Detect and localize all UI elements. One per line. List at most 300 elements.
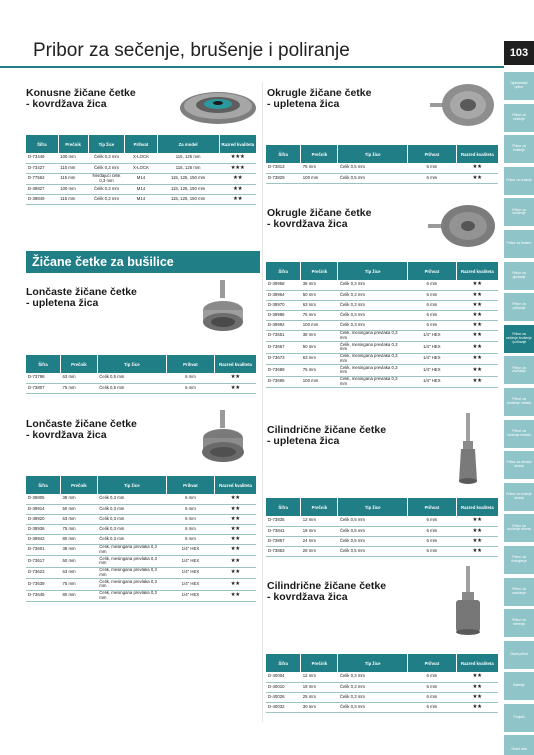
section-title-line2: - upletena žica [26,297,99,309]
table-cell: Čelik 0,3 mm [97,514,166,524]
quality-rating: ★★ [215,590,256,602]
section-title-line1: Konusne žičane četke [26,87,136,99]
table-cell: Čelik 0,3 mm [88,163,125,173]
quality-rating: ★★★ [219,153,256,163]
table-cell: Čelik, mesingana prevlaka 0,3 mm [97,590,166,602]
table-cell: Čelik, mesingana prevlaka 0,3 mm [338,342,408,354]
table-cell: D-73667 [266,342,301,354]
section-title-line2: - kovrdžava žica [267,218,348,230]
section-title-line1: Lončaste žičane četke [26,418,137,430]
table-cell: D-39964 [266,290,301,300]
table-cell: D-39914 [26,504,61,514]
quality-rating: ★★ [456,672,498,682]
table-cell: 38 mm [61,544,98,556]
table-cell: D-39920 [26,514,61,524]
table-cell: D-73807 [26,383,61,393]
quality-rating: ★★ [456,526,498,536]
column-header: Razred kvaliteta [456,262,498,280]
table-cell: Čelik 0,3 mm [338,672,408,682]
column-divider [262,82,263,722]
table-cell: D-73835 [266,516,301,526]
sidebar-tab[interactable]: Pribor za testere [504,230,534,258]
sidebar-tab[interactable]: Pribor za glodanje [504,262,534,290]
sidebar-tab[interactable]: Ručni alat [504,735,534,755]
table-cell: Čelik 0,3 mm [338,280,408,290]
table-cell: 63 mm [301,353,338,365]
column-header: Razred kvaliteta [456,654,498,672]
table-cell: Čelik 0,3 mm [338,320,408,330]
column-header: Prečnik [61,355,98,373]
table-row [26,494,256,504]
sidebar-tab[interactable]: Pribor za brušenje [504,198,534,226]
sidebar-tab[interactable]: Pribor za sečenje [504,104,534,132]
table-cell: 1/4" HEX [408,330,457,342]
column-header: Tip žice [338,498,408,516]
table-cell: Čelik, mesingana prevlaka 0,3 mm [97,567,166,579]
sidebar-tab[interactable]: Pribor za rezanje [504,167,534,195]
table-cell: Čelik 0,3 mm [338,300,408,310]
quality-rating: ★★ [215,567,256,579]
table-row [26,579,256,591]
table-cell: 6 mm [408,320,457,330]
quality-rating: ★★ [456,280,498,290]
sidebar-tab[interactable]: Pribor za merenje [504,609,534,637]
table-row [26,514,256,524]
column-header: Prečnik [61,476,98,494]
column-header: Prihvat [408,145,457,163]
table-cell: D-73617 [26,556,61,568]
table-cell: 115, 125, 150 mm [157,185,219,195]
sidebar-tab[interactable]: Pribor za šmirglanje [504,546,534,574]
table-cell: 38 mm [301,330,338,342]
table-cell: 75 mm [61,579,98,591]
section-banner: Žičane četke za bušilice [26,251,260,273]
table-cell: Čelik 0,5 mm [338,526,408,536]
table-cell: 6 mm [166,514,214,524]
column-header: Prihvat [125,135,157,153]
table-cell: Čelik, mesingana prevlaka 0,3 mm [97,556,166,568]
column-header: Šifra [266,498,301,516]
column-header: Prečnik [301,654,338,672]
table-cell: 38 mm [301,280,338,290]
table-cell: 25 mm [301,692,338,702]
column-header: Razred kvaliteta [219,135,256,153]
section-title-okrugle-kovrdzava [267,208,371,230]
end-brush-crimped-image [452,566,484,638]
table-cell: 28 mm [301,546,338,556]
table-cell: 50 mm [301,342,338,354]
section-title-line2: - kovrdžava žica [267,591,348,603]
table-cell: M14 [125,195,157,205]
table-cell: 1/4" HEX [166,579,214,591]
table-cell: D-77562 [26,173,58,185]
table-row [266,702,498,712]
table-row [26,504,256,514]
sidebar-tab[interactable]: Baterije [504,672,534,700]
table-cell: D-73427 [26,163,58,173]
table-cell: 50 mm [61,504,98,514]
column-header: Tip žice [97,476,166,494]
table-cell: 6 mm [408,536,457,546]
table-cell: D-73651 [266,330,301,342]
table-row [266,376,498,388]
table-cell: 6 mm [408,702,457,712]
conical-brush-image [178,84,258,128]
quality-rating: ★★ [215,579,256,591]
table-cell: 75 mm [61,524,98,534]
column-header: Šifra [266,145,301,163]
table-cell: D-39936 [26,524,61,534]
table-cell: D-73623 [26,567,61,579]
table-cell: 6 mm [408,526,457,536]
table-cell: 6 mm [166,494,214,504]
table-row [266,516,498,526]
section-title-cilindricne-upletena [267,425,386,447]
table-cell: 100 mm [301,320,338,330]
table-cell: 19 mm [301,682,338,692]
quality-rating: ★★ [456,376,498,388]
table-cell: Čelik 0,3 mm [97,494,166,504]
table-row [266,353,498,365]
table-row [26,163,256,173]
sidebar-tab[interactable]: Dijamantski pribor [504,72,534,100]
table-cell: 75 mm [301,163,338,173]
table-cell: 1/4" HEX [408,342,457,354]
column-header: Tip žice [88,135,125,153]
table-cell: D-39942 [26,534,61,544]
table-cell: 115, 125, 150 mm [157,173,219,185]
sidebar-tab[interactable]: Pribor za poliranje [504,293,534,321]
table-cell: D-73449 [26,153,58,163]
quality-rating: ★★ [456,702,498,712]
table-row [266,330,498,342]
table-cell: 115 mm [58,163,88,173]
table-row [266,300,498,310]
table-cell: 80 mm [61,590,98,602]
section-title-line1: Okrugle žičane četke [267,87,372,99]
sidebar-tab[interactable]: Pribor za brušenje drveta [504,514,534,542]
table-cell: 63 mm [301,300,338,310]
table-cell: 115 mm [58,173,88,185]
table-cell: Čelik 0,3 mm [338,310,408,320]
section-title-cilindricne-kovrdzava [267,581,386,603]
quality-rating: ★★ [215,524,256,534]
table-cell: 63 mm [61,373,98,383]
table-cell: D-73829 [266,173,301,183]
wheel-brush-crimped-image [428,203,496,249]
section-title-loncaste-kovrdzava [26,419,137,441]
table-cell: 19 mm [301,526,338,536]
cup-brush-crimped-image [196,410,250,468]
section-title-line2: - kovrdžava žica [26,98,107,110]
sidebar-tab[interactable]: Pribor za rezanje drveta [504,483,534,511]
table-cell: D-73601 [26,544,61,556]
table-row [26,524,256,534]
column-header: Tip žice [97,355,166,373]
table-cell: 6 mm [408,516,457,526]
column-header: Razred kvaliteta [215,476,256,494]
cup-brush-twisted-image [196,280,250,338]
table-cell: 115, 125, 150 mm [157,195,219,205]
table-cilindricne-kovrdzava [266,654,498,713]
table-cell: Čelik 0,3 mm [338,692,408,702]
table-cell: 1/4" HEX [166,556,214,568]
section-title-line2: - upletena žica [267,435,340,447]
table-cell: Čelik, mesingana prevlaka 0,3 mm [97,544,166,556]
table-cell: 1/4" HEX [408,376,457,388]
sidebar-tab[interactable]: Pribor za brušenje metala [504,388,534,416]
table-row [26,373,256,383]
quality-rating: ★★ [456,353,498,365]
table-cell: Čelik, mesingana prevlaka 0,3 mm [338,365,408,377]
table-cell: 1/4" HEX [166,544,214,556]
table-row [266,365,498,377]
table-cell: 100 mm [301,376,338,388]
quality-rating: ★★ [219,195,256,205]
quality-rating: ★★ [456,342,498,354]
table-row [26,567,256,579]
quality-rating: ★★ [456,173,498,183]
table-cell: 100 mm [58,153,88,163]
column-header: Prihvat [166,476,214,494]
table-cell: Čelik 0,5 mm [338,516,408,526]
table-cell: D-40010 [266,682,301,692]
table-row [266,280,498,290]
column-header: Prihvat [408,262,457,280]
table-cell: 1/4" HEX [166,590,214,602]
table-row [266,536,498,546]
table-cell: 100 mm [58,185,88,195]
sidebar-tab[interactable]: Ostali pribor [504,641,534,669]
quality-rating: ★★ [456,546,498,556]
table-cell: D-73813 [266,163,301,173]
table-cell: Čelik, mesingana prevlaka 0,3 mm [338,353,408,365]
table-cell: D-39970 [266,300,301,310]
section-title-line1: Lončaste žičane četke [26,286,137,298]
table-okrugle-kovrdzava [266,262,498,388]
table-cell: D-39849 [26,195,58,205]
quality-rating: ★★ [456,536,498,546]
table-cell: D-73645 [26,590,61,602]
table-row [266,526,498,536]
quality-rating: ★★ [215,556,256,568]
column-header: Prečnik [301,145,338,163]
table-cell: 6 mm [408,163,457,173]
table-cell: D-73841 [266,526,301,536]
table-cell: 1/4" HEX [408,365,457,377]
quality-rating: ★★ [456,320,498,330]
table-row [266,320,498,330]
table-row [26,544,256,556]
table-row [26,590,256,602]
table-cell: 6 mm [408,692,457,702]
table-cell: 75 mm [301,310,338,320]
table-cell: 30 mm [301,702,338,712]
table-cell: 6 mm [166,383,214,393]
table-cell: D-39805 [26,494,61,504]
table-loncaste-kovrdzava [26,476,256,602]
page-title: Pribor za sečenje, brušenje i poliranje [33,40,350,61]
table-cell: Čelik, mesingana prevlaka 0,3 mm [338,330,408,342]
table-cell: 6 mm [166,524,214,534]
sidebar-tab[interactable]: Pribor za obradu drveta [504,451,534,479]
table-row [266,546,498,556]
column-header: Šifra [266,262,301,280]
section-title-loncaste-upletena [26,287,137,309]
column-header: Prihvat [166,355,214,373]
table-cell: 63 mm [61,567,98,579]
table-cell: D-39992 [266,320,301,330]
quality-rating: ★★ [215,494,256,504]
quality-rating: ★★ [219,173,256,185]
table-row [26,173,256,185]
column-header: Razred kvaliteta [456,145,498,163]
table-cell: Čelik 0,3 mm [338,682,408,692]
table-cell: Čelik 0,5 mm [338,163,408,173]
table-cell: 6 mm [408,310,457,320]
quality-rating: ★★ [456,163,498,173]
table-cell: Čelik 0,5 mm [338,536,408,546]
table-cell: 6 mm [166,504,214,514]
table-cell: M14 [125,185,157,195]
table-cell: 1/4" HEX [166,567,214,579]
table-cilindricne-upletena [266,498,498,557]
table-row [26,195,256,205]
table-cell: 115 mm [58,195,88,205]
table-cell: Čelik 0,3 mm [338,290,408,300]
sidebar-tab[interactable]: Pribor za bušenje metala [504,420,534,448]
table-cell: 50 mm [61,556,98,568]
sidebar-tab[interactable]: Pribor za sečenje brušenje i poliranje [504,325,534,353]
table-cell: D-39986 [266,310,301,320]
column-header: Tip žice [338,654,408,672]
quality-rating: ★★★ [219,163,256,173]
sidebar-tab[interactable]: Pribor za zavrtanje [504,578,534,606]
column-header: Šifra [26,476,61,494]
table-cell: D-39958 [266,280,301,290]
quality-rating: ★★ [456,300,498,310]
quality-rating: ★★ [456,516,498,526]
quality-rating: ★★ [215,373,256,383]
table-cell: Čelik 0,5 mm [338,173,408,183]
section-title-konusne [26,88,136,110]
table-cell: M14 [125,173,157,185]
column-header: Tip žice [338,145,408,163]
quality-rating: ★★ [456,692,498,702]
table-cell: 80 mm [61,534,98,544]
table-cell: D-73863 [266,546,301,556]
section-title-line1: Okrugle žičane četke [267,207,372,219]
quality-rating: ★★ [219,185,256,195]
quality-rating: ★★ [456,365,498,377]
table-row [26,534,256,544]
column-header: Prečnik [301,498,338,516]
table-row [26,185,256,195]
section-title-line2: - kovrdžava žica [26,429,107,441]
table-cell: 75 mm [61,383,98,393]
table-row [266,310,498,320]
table-cell: 6 mm [166,373,214,383]
table-cell: Nerđajući čelik 0,3 mm [88,173,125,185]
column-header: Prihvat [408,654,457,672]
table-cell: 38 mm [61,494,98,504]
table-cell: 115, 125 mm [157,163,219,173]
table-cell: D-40004 [266,672,301,682]
table-cell: 50 mm [301,290,338,300]
table-loncaste-upletena [26,355,256,394]
page-number: 103 [504,41,534,65]
quality-rating: ★★ [215,504,256,514]
column-header: Prihvat [408,498,457,516]
sidebar-tab[interactable]: Punjači [504,704,534,732]
table-cell: Čelik 0,3 mm [97,534,166,544]
column-header: Šifra [266,654,301,672]
table-cell: 24 mm [301,536,338,546]
column-header: Šifra [26,355,61,373]
column-header: Za model [157,135,219,153]
table-cell: D-73695 [266,376,301,388]
quality-rating: ★★ [456,290,498,300]
column-header: Razred kvaliteta [215,355,256,373]
table-row [26,556,256,568]
table-cell: Čelik, mesingana prevlaka 0,3 mm [338,376,408,388]
quality-rating: ★★ [215,514,256,524]
table-cell: D-73639 [26,579,61,591]
table-cell: 12 mm [301,516,338,526]
table-row [26,153,256,163]
table-cell: 6 mm [166,534,214,544]
section-title-line2: - upletena žica [267,98,340,110]
table-cell: Čelik 0,3 mm [97,504,166,514]
quality-rating: ★★ [456,310,498,320]
quality-rating: ★★ [456,330,498,342]
table-row [266,173,498,183]
table-cell: 12 mm [301,672,338,682]
table-cell: 6 mm [408,290,457,300]
table-cell: Čelik, mesingana prevlaka 0,3 mm [97,579,166,591]
table-cell: Čelik 0,5 mm [338,546,408,556]
table-row [26,383,256,393]
table-cell: 6 mm [408,546,457,556]
quality-rating: ★★ [215,383,256,393]
section-title-line1: Cilindrične žičane četke [267,424,387,436]
table-row [266,692,498,702]
table-cell: Čelik 0,3 mm [88,185,125,195]
table-cell: 1/4" HEX [408,353,457,365]
table-row [266,290,498,300]
table-row [266,163,498,173]
quality-rating: ★★ [456,682,498,692]
table-cell: Čelik 0,3 mm [88,153,125,163]
table-cell: 75 mm [301,365,338,377]
table-cell: 6 mm [408,173,457,183]
table-row [266,682,498,692]
table-cell: D-73857 [266,536,301,546]
table-cell: 6 mm [408,300,457,310]
table-cell: Čelik 0,5 mm [97,383,166,393]
table-cell: D-40032 [266,702,301,712]
column-header: Prečnik [58,135,88,153]
table-cell: Čelik 0,3 mm [88,195,125,205]
column-header: Prečnik [301,262,338,280]
table-cell: Čelik 0,3 mm [97,524,166,534]
sidebar-tab[interactable]: Pribor za zavrtanje [504,356,534,384]
table-konusne [26,135,256,205]
table-cell: D-39827 [26,185,58,195]
sidebar-tab[interactable]: Pribor za bušenje [504,135,534,163]
table-cell: 100 mm [301,173,338,183]
table-cell: D-73689 [266,365,301,377]
